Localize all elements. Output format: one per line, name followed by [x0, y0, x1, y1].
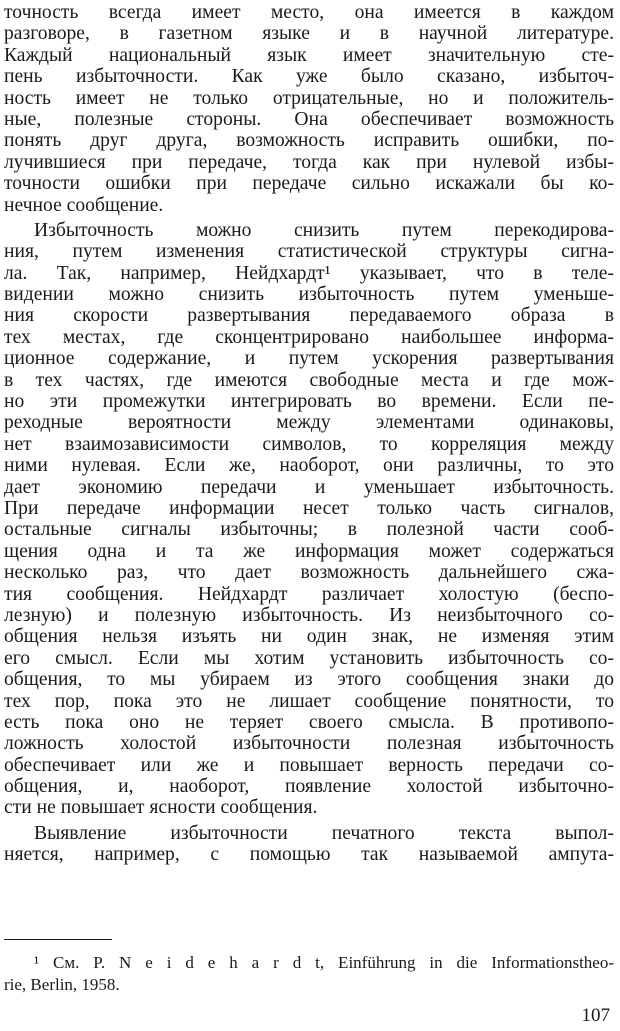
text-line: щения одна и та же информация может содержаться: [4, 540, 614, 562]
text-line: в тех частях, где имеются свободные места и где мож-: [4, 369, 614, 391]
text-line: реходные вероятности между элементами одинаковы,: [4, 412, 614, 434]
text-line: тия сообщения. Нейдхардт различает холостую (беспо-: [4, 583, 614, 605]
text-line: Каждый национальный язык имеет значительную сте-: [4, 44, 614, 66]
text-line: точности ошибки при передаче сильно искажали бы ко-: [4, 173, 614, 195]
text-line: несколько раз, что дает возможность дальнейшего сжа-: [4, 562, 614, 584]
text-line: лезную) и полезную избыточность. Из неизбыточного со-: [4, 604, 614, 626]
text-line: общения нельзя изъять ни один знак, не изменяя этим: [4, 626, 614, 648]
text-line: обеспечивает или же и повышает верность передачи со-: [4, 754, 614, 776]
text-line: дает экономию передачи и уменьшает избыточность.: [4, 476, 614, 498]
text-line: ционное содержание, и путем ускорения развертывания: [4, 348, 614, 370]
text-line: няется, например, с помощью так называемой ампута-: [4, 844, 614, 866]
text-line: понять друг друга, возможность исправить ошибки, по-: [4, 130, 614, 152]
text-line: точность всегда имеет место, она имеется в каждом: [4, 2, 614, 23]
text-line: видении можно снизить избыточность путем уменьше-: [4, 284, 614, 306]
text-line: ния скорости развертывания передаваемого образа в: [4, 305, 614, 327]
paragraph: [4, 2, 614, 216]
text-line: его смысл. Если мы хотим установить избыточность со-: [4, 647, 614, 669]
main-text: [4, 2, 614, 866]
text-line: общения, то мы убираем из этого сообщения знаки до: [4, 669, 614, 691]
text-line: ла. Так, например, Нейдхардт¹ указывает, что в теле-: [4, 262, 614, 284]
footnote-divider: [4, 939, 112, 940]
page-number: 107: [581, 1005, 610, 1026]
text-line: сти не повышает ясности сообщения.: [4, 797, 318, 819]
paragraph: [4, 220, 614, 819]
text-line: ния, путем изменения статистической структуры сигна-: [4, 241, 614, 263]
text-line: лучившиеся при передаче, тогда как при нулевой избы-: [4, 151, 614, 173]
footnote-line: rie, Berlin, 1958.: [4, 975, 120, 994]
text-line: нет взаимозависимости символов, то корреляция между: [4, 433, 614, 455]
text-line: Избыточность можно снизить путем перекодирова-: [34, 219, 614, 241]
footnote-line: ¹ См. P. N e i d e h a r d t, Einführung in die Informationstheo-: [34, 953, 614, 972]
text-line: ложность холостой избыточности полезная избыточность: [4, 733, 614, 755]
text-line: ные, полезные стороны. Она обеспечивает возможность: [4, 108, 614, 130]
text-line: остальные сигналы избыточны; в полезной части сооб-: [4, 519, 614, 541]
footnote: [4, 952, 614, 996]
text-line: тех пор, пока это не лишает сообщение понятности, то: [4, 690, 614, 712]
text-line: тех местах, где сконцентрировано наибольшее информа-: [4, 326, 614, 348]
text-line: есть пока оно не теряет своего смысла. В противопо-: [4, 711, 614, 733]
text-line: пень избыточности. Как уже было сказано, избыточ-: [4, 66, 614, 88]
text-line: Выявление избыточности печатного текста выпол-: [34, 822, 614, 844]
text-line: нечное сообщение.: [4, 194, 164, 216]
text-line: При передаче информации несет только часть сигналов,: [4, 497, 614, 519]
paragraph: [4, 823, 614, 866]
text-line: ность имеет не только отрицательные, но и положитель-: [4, 87, 614, 109]
text-line: ними нулевая. Если же, наоборот, они различны, то это: [4, 455, 614, 477]
text-line: общения, и, наоборот, появление холостой избыточно-: [4, 776, 614, 798]
text-line: но эти промежутки интегрировать во времени. Если пе-: [4, 391, 614, 413]
text-line: разговоре, в газетном языке и в научной литературе.: [4, 23, 614, 45]
